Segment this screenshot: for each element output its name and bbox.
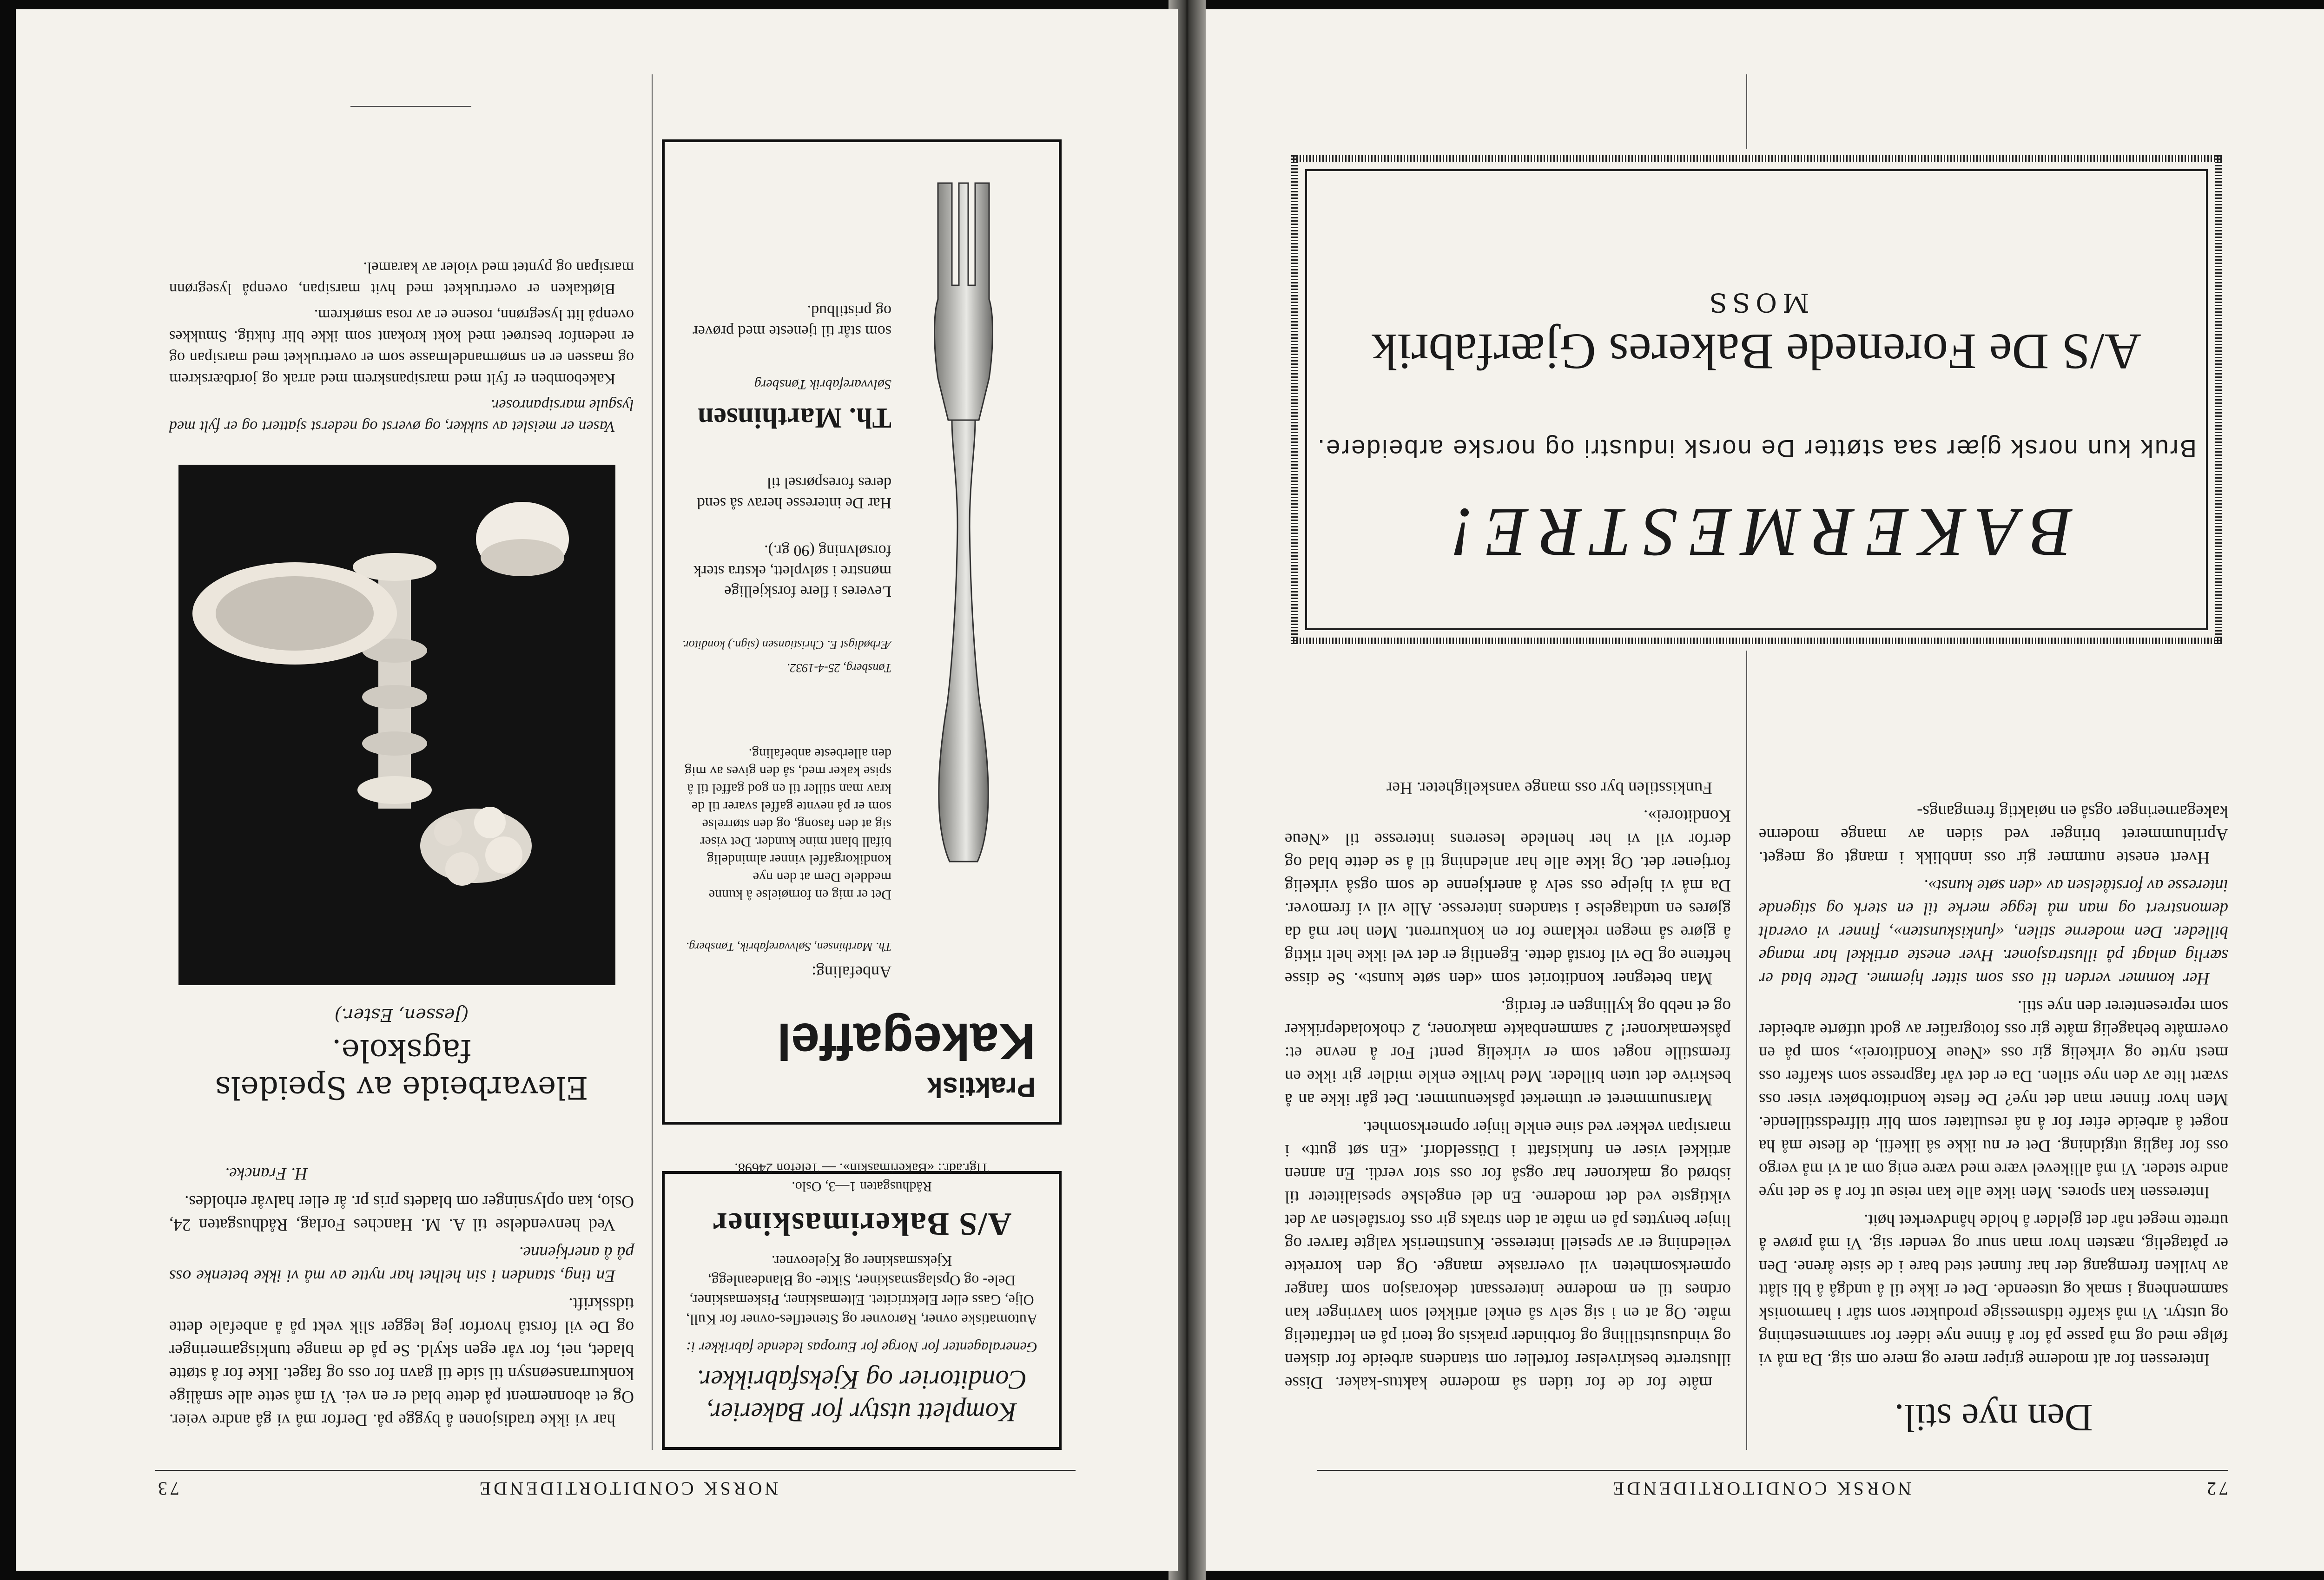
recommendation-letter: Det er mig en fornøielse å kunne meddele Dem at den nye kondikorgaffel vinner almindelig bifall blant mine kunder. Det viser sig at den fasong, og den størrelse som er på nevnte gaffel svarer til de krav man stiller til en god gaffel til å spise kaker med, så den gives av mig den allerbeste anbefaling. xyxy=(685,746,891,902)
caption-credit: (Jessen, Ester.) xyxy=(334,1005,469,1025)
machines-advert xyxy=(662,1160,1062,1450)
photo-description xyxy=(169,65,634,437)
yeast-advert xyxy=(1285,149,2228,651)
paragraph: Kakebomben er fylt med marsipanskrem med arrak og jordbærskrem og massen er en smørmandelmasse som er overtrukket med marsipan og er nedenfor bestrøet med kokt krokant som ikke blir fuktig. Smukkes ovenpå litt lysegrønn, rosene er av rosa smørkrem. xyxy=(169,306,634,388)
paragraph: Vasen er meislet av sukker, og øverst og nederst sjattert og er fylt med lysgule marsipanroser. xyxy=(169,396,634,435)
ad-city: MOSS xyxy=(1703,287,1809,317)
paragraph: Man betegner konditoriet som «den søte kunst». Se disse heftene og De vil forstå dette. Egentlig er det vel ikke helt riktig å gjøre så megen reklame for en konkurrent. Men her må da gjøres en undtagelse i standens interesse. Alle vil vi fremover. Da må vi hjelpe oss selv å anerkjenne de som også virkelig fortjener det. Og ikke alle har anledning til å se dette blad og derfor vil vi her henlede leserens interesse til «Neue Konditorei». xyxy=(1285,806,1731,988)
fork-advert xyxy=(662,139,1062,1125)
ad-body: Bruk kun norsk gjær saa støtter De norsk industri og norske arbeidere. xyxy=(1316,434,2197,462)
page-73 xyxy=(16,9,1178,1571)
letter-place: Tønsberg, 25-4-1932. xyxy=(786,661,891,675)
ad-title: Kakegaffel xyxy=(777,1013,1036,1070)
ad-body: Automatiske ovner, Rørovner og Stenetfles-ovner for Kull, Olje, Gass eller Elektricitet. Eltemaskiner, Piskemaskiner, Dele- og Opslagsmaskiner, Sikte- og Blandeanlegg, Kjeksmaskiner og Kjeleovner. xyxy=(686,1253,1037,1328)
article-title: Den nye stil. xyxy=(1894,1396,2093,1439)
paragraph: Ved henvendelse til A. M. Hanches Forlag, Rådhusgaten 24, Oslo, kan oplysninger om bladets pris pr. år eller halvår erholdes. xyxy=(169,1192,634,1234)
ad-headline: Komplett utstyr for Bakerier, Conditorier og Kjeksfabrikker. xyxy=(696,1365,1027,1428)
closing-rule xyxy=(350,106,471,107)
paragraph: Hvert eneste nummer gir oss innblikk i mangt og meget. Aprilnummeret bringer ved siden av mange moderne kakegarneringer også en nøiaktig fremgangs- xyxy=(1759,802,2228,867)
ad-firm: A/S De Forenede Bakeres Gjærfabrik xyxy=(1372,323,2141,380)
paragraph: Funkisstilen byr oss mange vanskeligheter. Her xyxy=(1386,778,1712,797)
paragraph: Bløtkaken er overtrukket med hvit marsipan, ovenpå lysegrønn marsipan og pyntet med violer av karamel. xyxy=(169,259,634,297)
paragraph: Marsnummeret er utmerket påskenummer. Det går ikke an å beskrive det uten billeder. Med hvilke enkle midler gir ikke en fremstille noget som er virkelig pent! For å nevne et: påskemakroner! 2 sammenbakte makroner, 2 chokoladeprikker og et nebb og kyllingen er ferdig. xyxy=(1285,997,1731,1109)
page-number: 72 xyxy=(2204,1478,2228,1499)
ad-contact: Tlgr.adr.: «Bakerimaskin». — Telefon 24698. xyxy=(734,1160,989,1176)
ad-kicker: Praktisk xyxy=(927,1072,1036,1103)
ad-offer: Leveres i flere forskjellige mønstre i sølvplett, ekstra sterk forsølvning (90 gr.). xyxy=(693,542,891,600)
cake-fork-illustration xyxy=(905,165,1022,880)
cake-photograph xyxy=(178,465,615,985)
signature: H. Francke. xyxy=(225,1164,308,1183)
paragraph: måte for de for tiden så moderne kaktus-kaker. Disse illustrerte beskrivelser forteller om standens arbeide for disken og vindusutstilling og forbinder praksis og teori på en lettfattelig måte. Og at en i sig selv så enkel artikkel som kavringer kan ordnes til en moderne interessant dekorasjon som fanger opmerksomheten vil overraske mange. Og den korrekte veiledning er av spesiell interesse. Kunstnerisk valgte farver og linjer benyttes på en måte at den straks gir oss forståelsen av det viktigste ved det moderne. En del engelske spesialiteter til isbrød og makroner har også for oss stor verdi. En annen artikkel viser en funkisfatt i Düsseldorf. «En søt gutt» i marsipan vekker ved sine enkle linjer opmerksomhet. xyxy=(1285,1118,1731,1392)
ad-firm-sub: Sølvvarefabrik Tønsberg xyxy=(754,377,891,392)
column-divider xyxy=(652,74,653,1450)
ad-brand: A/S Bakerimaskiner xyxy=(712,1206,1012,1242)
page-72 xyxy=(1196,9,2324,1571)
journal-title: NORSK CONDITORTIDENDE xyxy=(1610,1478,1912,1499)
photo-caption xyxy=(169,1005,634,1106)
ad-subline: Generalagenter for Norge for Europas ledende fabrikker i: xyxy=(686,1339,1037,1356)
letter-signature: Ærbødigst E. Christiansen (sign.) konditor. xyxy=(682,638,891,652)
paragraph: Her kommer verden til oss som sitter hjemme. Dette blad er særlig anlagt på illustrasjoner. Hver eneste artikkel har mange billeder. Den moderne stilen, «funkiskunsten», finner vi overalt demonstrert og man må legge merke til en sterk og stigende interesse av forståelsen av «den søte kunst». xyxy=(1759,876,2228,988)
recommendation-addressee: Th. Marthinsen, Sølvvarefabrik, Tønsberg. xyxy=(686,940,891,954)
ad-closing: som står til tjeneste med prøver og pristilbud. xyxy=(693,302,891,340)
ad-firm: Th. Marthinsen xyxy=(698,402,891,434)
journal-title: NORSK CONDITORTIDENDE xyxy=(476,1478,779,1499)
caption-title: Elevarbeide av Speidels fagskole. xyxy=(215,1033,588,1106)
running-head-72 xyxy=(1317,1470,2228,1515)
ad-address: Rådhusgaten 1—3, Oslo. xyxy=(792,1179,932,1194)
page-number: 73 xyxy=(155,1478,179,1499)
running-head-73 xyxy=(155,1470,1076,1515)
paragraph: Interessen for alt moderne griper mere og mere om sig. Da må vi følge med og må passe på for å finne nye idéer for sammensetning og utstyr. Vi må skaffe tidsmessige produkter som står i harmonisk sammenheng i smak og utseende. Det er ikke til å undgå å bli slått av hvilken fremgang der har funnet sted bare i de siste årene. Den er påtagelig, næsten hvor man snur og vender sig. Vi må prøve å utrette meget når det gjelder å holde håndverket høit. xyxy=(1759,1211,2228,1369)
ad-invite: Har De interesse herav så send deres forespørsel til xyxy=(697,474,891,512)
article-column-2 xyxy=(1285,683,1731,1450)
recommendation-label: Anbefaling: xyxy=(812,963,891,981)
paragraph: har vi ikke tradisjonen å bygge på. Derfor må vi gå andre veier. Og et abonnement på dette blad er en vei. Vi må sette alle småligе konkurranseønsyn til side til gavn for oss og faget. Ikke for å støtte bladet, nei, for vår egen skyld. Se på de mange tunkisgarneringer og De vil forstå hvorfor jeg legger slik vekt på å anbefale dette tidsskrift. xyxy=(169,1294,634,1429)
paragraph: Interessen kan spores. Men ikke alle kan reise ut for å se det nye andre steder. Vi må allikevel være med være enig om at vi må vergo oss for faglig utgidning. Det er nu ikke så likefil, de fleste må ha noget å arbeide efter for å nå resultater som blir tilfredsstillende. Men hvor finner man det nye? De fleste konditorbøker viser oss svært lite av den nye stilen. Da er det vår fagpresse som skaffer oss mest nytte og virkelig gir oss «Neue Konditorei», som på en overmåte behagelig måte gir oss fotografier av godt utførte arbeider som representerer den nye stil. xyxy=(1759,997,2228,1202)
ad-headline: BAKERMESTRE! xyxy=(1439,494,2073,571)
paragraph: En ting, standen i sin helhet har nytte av må vi ikke betenke oss på å anerkjenne. xyxy=(169,1243,634,1285)
